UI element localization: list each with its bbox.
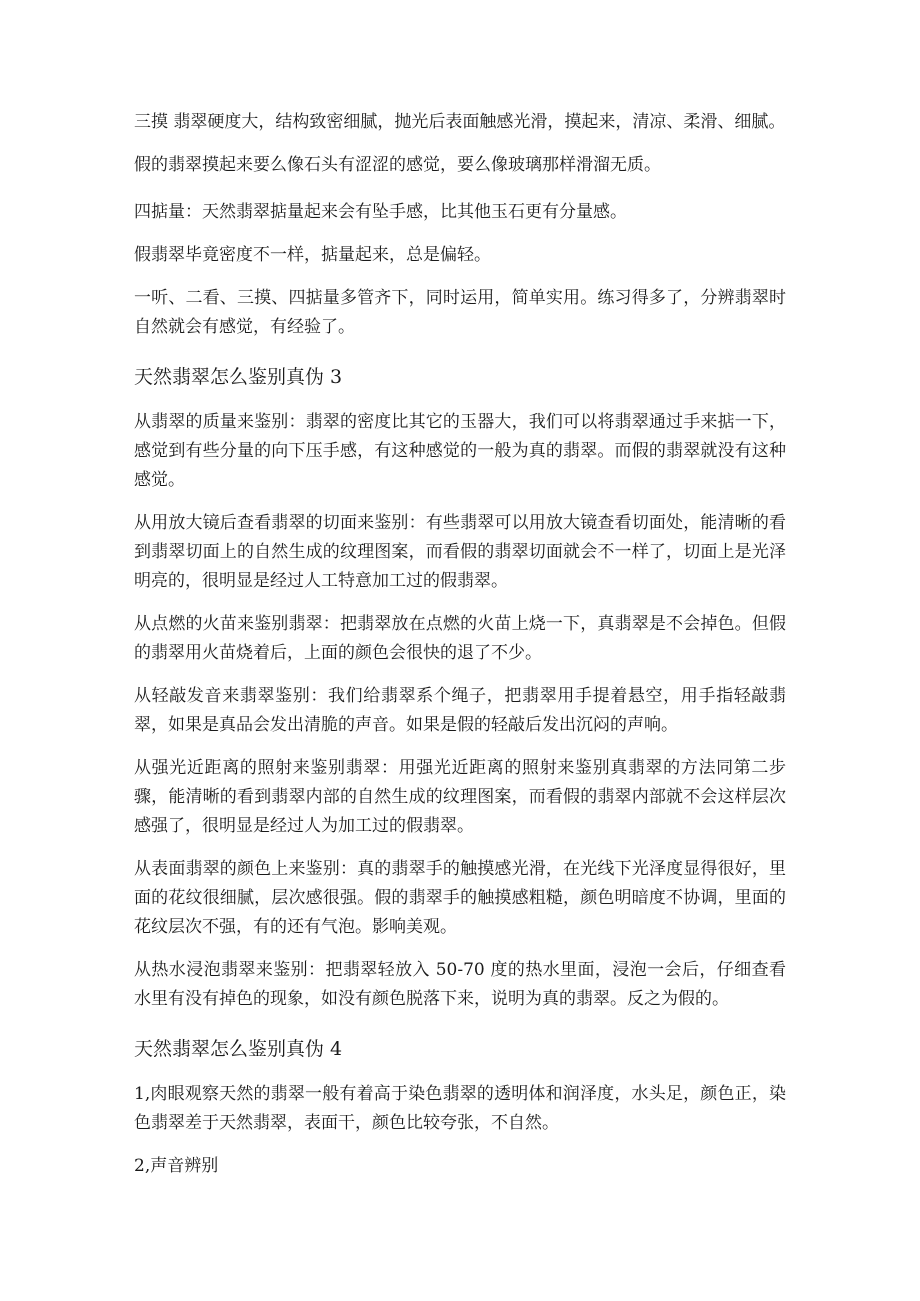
paragraph: 从用放大镜后查看翡翠的切面来鉴别：有些翡翠可以用放大镜查看切面处，能清晰的看到翡翠切面上的自然生成的纹理图案，而看假的翡翠切面就会不一样了，切面上是光泽明亮的，很明显是经过人工特意加工过的假翡翠。 [134,513,786,591]
paragraph: 从点燃的火苗来鉴别翡翠：把翡翠放在点燃的火苗上烧一下，真翡翠是不会掉色。但假的翡翠用火苗烧着后，上面的颜色会很快的退了不少。 [134,614,786,663]
paragraph: 三摸 翡翠硬度大，结构致密细腻，抛光后表面触感光滑，摸起来，清凉、柔滑、细腻。 [134,112,786,132]
paragraph: 假的翡翠摸起来要么像石头有涩涩的感觉，要么像玻璃那样滑溜无质。 [134,155,661,175]
paragraph: 1,肉眼观察天然的翡翠一般有着高于染色翡翠的透明体和润泽度，水头足，颜色正，染色翡翠差于天然翡翠，表面干，颜色比较夸张，不自然。 [134,1084,786,1133]
paragraph: 假翡翠毕竟密度不一样，掂量起来，总是偏轻。 [134,245,491,265]
document-body [134,108,786,1195]
paragraph: 从热水浸泡翡翠来鉴别：把翡翠轻放入 50-70 度的热水里面，浸泡一会后，仔细查看水里有没有掉色的现象，如没有颜色脱落下来，说明为真的翡翠。反之为假的。 [134,960,786,1009]
paragraph: 四掂量：天然翡翠掂量起来会有坠手感，比其他玉石更有分量感。 [134,202,627,222]
paragraph: 从表面翡翠的颜色上来鉴别：真的翡翠手的触摸感光滑，在光线下光泽度显得很好，里面的花纹很细腻，层次感很强。假的翡翠手的触摸感粗糙，颜色明暗度不协调，里面的花纹层次不强，有的还有气泡。影响美观。 [134,859,786,937]
paragraph: 从翡翠的质量来鉴别：翡翠的密度比其它的玉器大，我们可以将翡翠通过手来掂一下，感觉到有些分量的向下压手感，有这种感觉的一般为真的翡翠。而假的翡翠就没有这种感觉。 [134,412,786,490]
paragraph: 从强光近距离的照射来鉴别翡翠：用强光近距离的照射来鉴别真翡翠的方法同第二步骤，能清晰的看到翡翠内部的自然生成的纹理图案，而看假的翡翠内部就不会这样层次感强了，很明显是经过人为加工过的假翡翠。 [134,758,786,836]
paragraph: 从轻敲发音来翡翠鉴别：我们给翡翠系个绳子，把翡翠用手提着悬空，用手指轻敲翡翠，如果是真品会发出清脆的声音。如果是假的轻敲后发出沉闷的声响。 [134,686,786,735]
paragraph: 2,声音辨别 [134,1156,219,1176]
section-heading: 天然翡翠怎么鉴别真伪 3 [134,366,343,388]
section-heading: 天然翡翠怎么鉴别真伪 4 [134,1038,343,1060]
paragraph: 一听、二看、三摸、四掂量多管齐下，同时运用，简单实用。练习得多了，分辨翡翠时自然就会有感觉，有经验了。 [134,288,786,337]
